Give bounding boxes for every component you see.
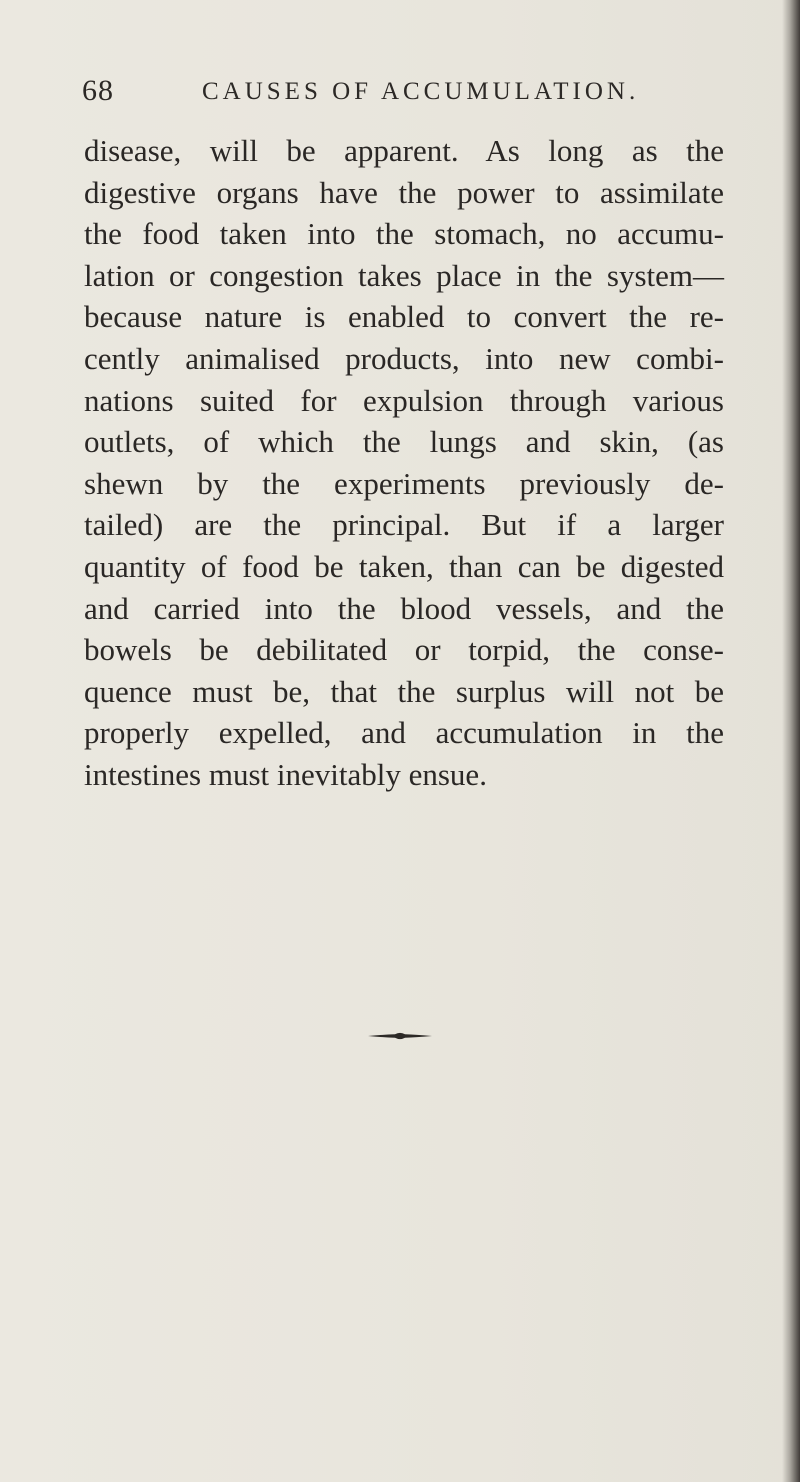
text-line: quence must be, that the surplus will not be xyxy=(84,673,724,709)
text-line: intestines must inevitably ensue. xyxy=(84,756,487,792)
text-line: digestive organs have the power to assimilate xyxy=(84,174,724,210)
running-head: CAUSES OF ACCUMULATION. xyxy=(202,78,640,105)
page-edge-shadow xyxy=(782,0,800,1482)
text-line: outlets, of which the lungs and skin, (as xyxy=(84,424,724,460)
text-line: bowels be debilitated or torpid, the conse- xyxy=(84,632,724,668)
text-line: because nature is enabled to convert the re- xyxy=(84,299,724,335)
text-line: tailed) are the principal. But if a larger xyxy=(84,507,724,543)
text-line: nations suited for expulsion through various xyxy=(84,382,724,418)
text-line: cently animalised products, into new combi- xyxy=(84,340,724,376)
text-line: lation or congestion takes place in the system— xyxy=(84,257,724,293)
tailpiece-ornament-icon xyxy=(368,1031,432,1041)
body-paragraph xyxy=(84,130,724,796)
page-number: 68 xyxy=(82,74,114,107)
text-line: quantity of food be taken, than can be digested xyxy=(84,548,724,584)
text-line: shewn by the experiments previously de- xyxy=(84,465,724,501)
text-line: the food taken into the stomach, no accumu- xyxy=(84,216,724,252)
text-line: disease, will be apparent. As long as the xyxy=(84,133,724,168)
text-line: properly expelled, and accumulation in the xyxy=(84,715,724,751)
page-header xyxy=(82,74,722,114)
text-line: and carried into the blood vessels, and the xyxy=(84,590,724,626)
